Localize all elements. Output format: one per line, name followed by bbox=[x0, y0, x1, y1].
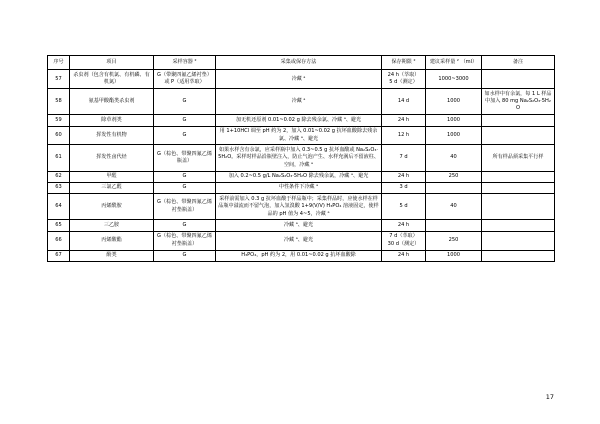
cell-period: 12 h bbox=[382, 126, 426, 145]
column-header-method: 采集或保存方法 bbox=[216, 56, 382, 70]
cell-item: 挥发性卤代烃 bbox=[70, 145, 154, 171]
cell-remark bbox=[482, 171, 555, 182]
cell-vessel: G bbox=[154, 126, 216, 145]
cell-volume: 1000~3000 bbox=[426, 70, 482, 89]
cell-volume bbox=[426, 220, 482, 231]
cell-period: 3 d bbox=[382, 182, 426, 193]
cell-remark: 如水样中有余氯，每 1 L 样品中加入 80 mg Na₂S₂O₃·5H₂O bbox=[482, 89, 555, 115]
cell-vessel: G（棕色、带聚四氟乙烯衬垫瓶盖） bbox=[154, 231, 216, 250]
cell-item: 酚类 bbox=[70, 250, 154, 261]
cell-period: 24 h bbox=[382, 171, 426, 182]
cell-method: 中性条件下冷藏 ᵃ bbox=[216, 182, 382, 193]
table-row bbox=[48, 182, 555, 193]
cell-item: 丙烯酸酯 bbox=[70, 231, 154, 250]
cell-vessel: G（棕色、带聚四氟乙烯衬垫瓶盖） bbox=[154, 194, 216, 220]
cell-remark bbox=[482, 115, 555, 126]
cell-method: 用 1+10HCl 调至 pH 约为 2，加入 0.01~0.02 g 抗坏血酸除去残余氯、冷藏 ᵃ、避光 bbox=[216, 126, 382, 145]
cell-period: 5 d bbox=[382, 194, 426, 220]
table-row bbox=[48, 145, 555, 171]
cell-no: 58 bbox=[48, 89, 70, 115]
cell-volume: 1000 bbox=[426, 250, 482, 261]
cell-period: 14 d bbox=[382, 89, 426, 115]
table-row bbox=[48, 171, 555, 182]
cell-vessel: G（棕色、带聚四氟乙烯瓶盖） bbox=[154, 145, 216, 171]
cell-volume: 250 bbox=[426, 171, 482, 182]
cell-remark bbox=[482, 126, 555, 145]
table-row bbox=[48, 220, 555, 231]
cell-remark bbox=[482, 231, 555, 250]
cell-volume: 40 bbox=[426, 145, 482, 171]
cell-period: 7 d（萃取） 30 d（测定） bbox=[382, 231, 426, 250]
cell-period: 24 h bbox=[382, 220, 426, 231]
cell-method: 采样前需加入 0.3 g 抗坏血酸于样品瓶中；采集样品时，应使水样在样品瓶中溢流而不留气泡，加入氢溴酸 1+9(V/V) H₃PO₄ 溶液固定，使样品的 pH 值为 4~5，冷藏 ᵃ bbox=[216, 194, 382, 220]
cell-remark: 所有样品须采集平行样 bbox=[482, 145, 555, 171]
cell-period: 24 h（萃取） 5 d（测定） bbox=[382, 70, 426, 89]
cell-remark bbox=[482, 194, 555, 220]
cell-item: 氨基甲酸酯类杀虫剂 bbox=[70, 89, 154, 115]
cell-method: H₃PO₄，pH 约为 2，用 0.01~0.02 g 抗坏血酸除 bbox=[216, 250, 382, 261]
cell-vessel: G bbox=[154, 89, 216, 115]
cell-vessel: G bbox=[154, 115, 216, 126]
page-number: 17 bbox=[545, 393, 554, 401]
column-header-period: 保存期限 ² bbox=[382, 56, 426, 70]
cell-method: 冷藏 ᵃ、避光 bbox=[216, 231, 382, 250]
cell-method: 加无机还原剂 0.01~0.02 g 除去残余氯、冷藏 ᵃ、避光 bbox=[216, 115, 382, 126]
cell-volume: 40 bbox=[426, 194, 482, 220]
cell-item: 丙烯酰胺 bbox=[70, 194, 154, 220]
table-row bbox=[48, 231, 555, 250]
cell-method: 加入 0.2~0.5 g/L Na₂S₂O₃·5H₂O 除去残余氯，冷藏 ᵃ、避光 bbox=[216, 171, 382, 182]
cell-item: 甲醛 bbox=[70, 171, 154, 182]
table-row bbox=[48, 115, 555, 126]
cell-volume: 1000 bbox=[426, 126, 482, 145]
cell-method: 冷藏 ᵃ bbox=[216, 89, 382, 115]
cell-vessel: G bbox=[154, 182, 216, 193]
cell-no: 61 bbox=[48, 145, 70, 171]
cell-no: 66 bbox=[48, 231, 70, 250]
table-row bbox=[48, 250, 555, 261]
cell-no: 62 bbox=[48, 171, 70, 182]
cell-period: 7 d bbox=[382, 145, 426, 171]
table-row bbox=[48, 194, 555, 220]
cell-no: 63 bbox=[48, 182, 70, 193]
cell-remark bbox=[482, 182, 555, 193]
cell-period: 24 h bbox=[382, 115, 426, 126]
table-row bbox=[48, 89, 555, 115]
table-header-row bbox=[48, 56, 555, 70]
cell-remark bbox=[482, 220, 555, 231]
cell-volume: 250 bbox=[426, 231, 482, 250]
cell-no: 65 bbox=[48, 220, 70, 231]
cell-no: 57 bbox=[48, 70, 70, 89]
cell-item: 挥发性有机物 bbox=[70, 126, 154, 145]
cell-remark bbox=[482, 250, 555, 261]
cell-remark bbox=[482, 70, 555, 89]
cell-no: 64 bbox=[48, 194, 70, 220]
column-header-vessel: 采样容器 ² bbox=[154, 56, 216, 70]
column-header-volume: 建议采样量 ² （ml） bbox=[426, 56, 482, 70]
column-header-no: 序号 bbox=[48, 56, 70, 70]
cell-vessel: G bbox=[154, 250, 216, 261]
cell-method: 冷藏 ᵃ bbox=[216, 70, 382, 89]
cell-item: 三氯乙醛 bbox=[70, 182, 154, 193]
table-row bbox=[48, 70, 555, 89]
cell-no: 67 bbox=[48, 250, 70, 261]
cell-period: 24 h bbox=[382, 250, 426, 261]
table-body bbox=[48, 70, 555, 262]
cell-method: 如果水样含有余氯，应采样瓶中加入 0.3~0.5 g 抗坏血酸或 Na₂S₂O₃·5H₂O。采样时样品沿瓶壁注入，防止气泡产生、水样充满后不留液柱、空间，冷藏 ᵃ bbox=[216, 145, 382, 171]
column-header-remark: 备注 bbox=[482, 56, 555, 70]
cell-no: 60 bbox=[48, 126, 70, 145]
cell-item: 杀虫剂（包含有机氯、有机磷、有机氮） bbox=[70, 70, 154, 89]
cell-volume bbox=[426, 182, 482, 193]
cell-volume: 1000 bbox=[426, 115, 482, 126]
cell-method: 冷藏 ᵃ、避光 bbox=[216, 220, 382, 231]
sampling-preservation-table bbox=[47, 55, 554, 262]
column-header-item: 项目 bbox=[70, 56, 154, 70]
cell-vessel: G（带聚四氟乙烯衬垫）或 P（适用萃取） bbox=[154, 70, 216, 89]
table-row bbox=[48, 126, 555, 145]
cell-vessel: G bbox=[154, 220, 216, 231]
cell-vessel: G bbox=[154, 171, 216, 182]
cell-item: 除草剂类 bbox=[70, 115, 154, 126]
spec-table bbox=[47, 55, 555, 262]
cell-no: 59 bbox=[48, 115, 70, 126]
cell-volume: 1000 bbox=[426, 89, 482, 115]
cell-item: 三乙胺 bbox=[70, 220, 154, 231]
